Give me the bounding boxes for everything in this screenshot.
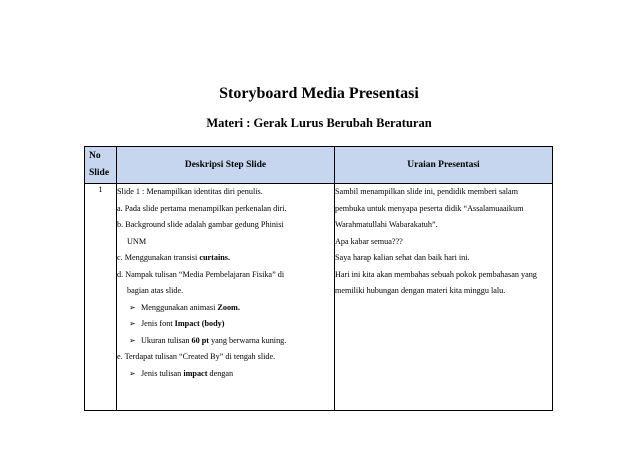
uraian-line: pembuka untuk menyapa peserta didik “Assalamuaaikum [335,203,524,213]
desc-subitem: ➢ Jenis font Impact (body) [117,316,334,333]
desc-item-b: b. Background slide adalah gambar gedung Phinisi [117,220,284,229]
slide-number: 1 [85,184,117,411]
desc-line: Slide 1 : Menampilkan identitas diri penulis. [117,187,263,196]
uraian-cell [335,184,553,411]
header-deskripsi: Deskripsi Step Slide [117,147,335,184]
desc-item-d-cont: bagian atas slide. [127,286,184,295]
header-no-label: No [89,151,101,161]
desc-item-d: d. Nampak tulisan “Media Pembelajaran Fisika” di [117,269,285,279]
desc-item-b-cont: UNM [127,236,147,246]
arrow-bullet-icon: ➢ [129,302,136,312]
uraian-line: Hari ini kita akan membahas sebuah pokok pembahasan yang [335,269,537,279]
arrow-bullet-icon: ➢ [129,335,136,345]
uraian-line: Sambil menampilkan slide ini, pendidik memberi salam [335,187,519,196]
uraian-line: memiliki hubungan dengan materi kita minggu lalu. [335,286,506,295]
storyboard-table [84,146,553,411]
document-title: Storyboard Media Presentasi [219,85,419,102]
header-slide-label: Slide [89,168,110,178]
document-subtitle: Materi : Gerak Lurus Berubah Beraturan [206,116,432,130]
desc-item-e: e. Terdapat tulisan “Created By” di tengah slide. [117,352,276,361]
arrow-bullet-icon: ➢ [129,319,136,328]
table-header-row [85,147,553,184]
header-no-slide [85,147,117,184]
table-row [85,184,553,411]
deskripsi-cell [117,184,335,411]
desc-item-a: a. Pada slide pertama menampilkan perkenalan diri. [117,203,287,213]
header-uraian: Uraian Presentasi [335,147,553,184]
uraian-line: Apa kabar semua??? [335,236,403,246]
desc-item-c: c. Menggunakan transisi curtains. [117,253,231,262]
uraian-line: Warahmatullahi Wabarakatuh”. [335,220,438,229]
uraian-line: Saya harap kalian sehat dan baik hari ini. [335,253,470,262]
arrow-bullet-icon: ➢ [129,368,136,378]
desc-subitem: ➢ Menggunakan animasi Zoom. [117,300,334,317]
desc-subitem: ➢ Ukuran tulisan 60 pt yang berwarna kuning. [117,333,334,350]
desc-subitem: ➢ Jenis tulisan impact dengan [117,366,334,383]
